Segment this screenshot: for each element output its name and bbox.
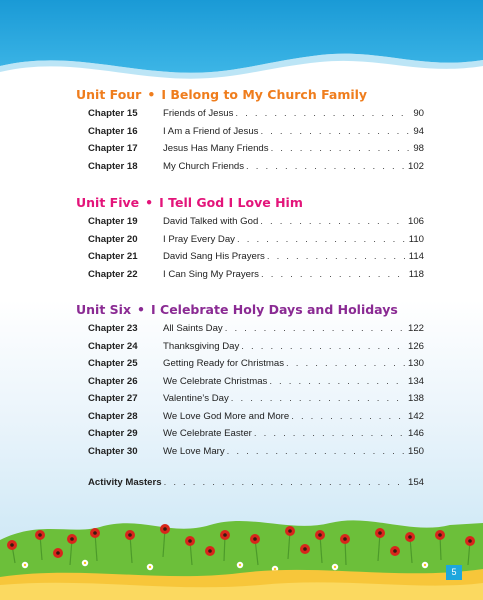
dot-leader — [286, 358, 406, 369]
toc-row — [88, 105, 424, 123]
chapter-number: Chapter 22 — [88, 268, 138, 280]
toc-row — [88, 390, 424, 408]
dot-leader — [241, 341, 406, 352]
chapter-number: Chapter 29 — [88, 428, 138, 439]
dot-leader — [254, 428, 406, 439]
page-number: 110 — [408, 233, 424, 245]
page-number: 102 — [407, 160, 424, 172]
dot-leader — [235, 108, 411, 119]
page-number: 122 — [407, 323, 424, 334]
page-number: 150 — [407, 445, 424, 457]
toc-row — [88, 443, 424, 461]
toc-row — [88, 338, 424, 356]
top-sky-band — [0, 0, 483, 100]
dot-leader — [246, 161, 406, 172]
chapter-number: Chapter 19 — [88, 216, 138, 227]
chapter-title: All Saints Day — [163, 323, 223, 334]
page-number: 142 — [407, 410, 424, 422]
toc-row — [88, 123, 424, 141]
chapter-title: David Talked with God — [163, 216, 259, 227]
chapter-title: I Can Sing My Prayers — [163, 268, 259, 280]
chapter-title: My Church Friends — [163, 160, 245, 172]
chapter-number: Chapter 30 — [88, 445, 138, 457]
page-number: 154 — [407, 477, 424, 488]
toc-row — [88, 373, 424, 391]
chapter-title: David Sang His Prayers — [163, 251, 265, 262]
chapter-number: Chapter 18 — [88, 160, 138, 172]
dot-leader — [271, 143, 412, 154]
chapter-title: We Celebrate Easter — [163, 428, 252, 439]
page-number: 114 — [408, 251, 424, 262]
page-number: 106 — [407, 216, 424, 227]
toc-row — [88, 320, 424, 338]
chapter-title: Thanksgiving Day — [163, 340, 240, 352]
page-number: 90 — [413, 108, 424, 119]
unit-six-heading: Unit Six • I Celebrate Holy Days and Holidays — [76, 302, 398, 317]
chapter-number: Chapter 21 — [88, 251, 138, 262]
toc-row — [88, 158, 424, 176]
dot-leader — [164, 477, 406, 488]
dot-leader — [291, 411, 406, 422]
chapter-number: Chapter 16 — [88, 125, 138, 137]
unit-five-heading: Unit Five • I Tell God I Love Him — [76, 195, 303, 210]
unit-six-chapter-list — [88, 320, 424, 460]
chapter-title: We Love God More and More — [163, 410, 290, 422]
chapter-title: Jesus Has Many Friends — [163, 143, 269, 154]
chapter-number: Chapter 17 — [88, 143, 138, 154]
chapter-number: Chapter 27 — [88, 393, 138, 404]
dot-leader — [267, 251, 407, 262]
toc-row — [88, 248, 424, 266]
page-number: 98 — [413, 143, 424, 154]
page-number: 134 — [407, 375, 424, 387]
chapter-number: Chapter 24 — [88, 340, 138, 352]
unit-four-heading: Unit Four • I Belong to My Church Family — [76, 87, 368, 102]
page-number: 118 — [408, 268, 424, 280]
chapter-title: Valentine’s Day — [163, 393, 229, 404]
chapter-number: Chapter 23 — [88, 323, 138, 334]
toc-row — [88, 425, 424, 443]
dot-leader — [261, 269, 407, 280]
chapter-number: Chapter 28 — [88, 410, 138, 422]
unit-five-chapter-list — [88, 213, 424, 283]
dot-leader — [260, 126, 411, 137]
flower-meadow-illustration — [0, 505, 483, 600]
chapter-title: I Pray Every Day — [163, 233, 235, 245]
page-number: 130 — [407, 358, 424, 369]
chapter-number: Chapter 15 — [88, 108, 138, 119]
toc-row — [88, 140, 424, 158]
dot-leader — [227, 446, 406, 457]
activity-masters-label: Activity Masters — [88, 477, 162, 488]
page-number-badge: 5 — [446, 565, 462, 580]
chapter-title: We Love Mary — [163, 445, 225, 457]
chapter-number: Chapter 20 — [88, 233, 138, 245]
chapter-title: Getting Ready for Christmas — [163, 358, 285, 369]
chapter-number: Chapter 26 — [88, 375, 138, 387]
activity-masters-row — [88, 477, 424, 488]
dot-leader — [225, 323, 406, 334]
chapter-title: We Celebrate Christmas — [163, 375, 268, 387]
page-number: 126 — [407, 340, 424, 352]
dot-leader — [269, 376, 406, 387]
toc-row — [88, 213, 424, 231]
toc-row — [88, 266, 424, 284]
unit-four-chapter-list — [88, 105, 424, 175]
dot-leader — [260, 216, 406, 227]
toc-row — [88, 408, 424, 426]
page-number: 146 — [407, 428, 424, 439]
dot-leader — [237, 234, 407, 245]
page-number: 94 — [413, 125, 424, 137]
chapter-title: I Am a Friend of Jesus — [163, 125, 259, 137]
chapter-title: Friends of Jesus — [163, 108, 234, 119]
toc-row — [88, 231, 424, 249]
chapter-number: Chapter 25 — [88, 358, 138, 369]
page-number: 138 — [407, 393, 424, 404]
dot-leader — [231, 393, 406, 404]
toc-row — [88, 355, 424, 373]
